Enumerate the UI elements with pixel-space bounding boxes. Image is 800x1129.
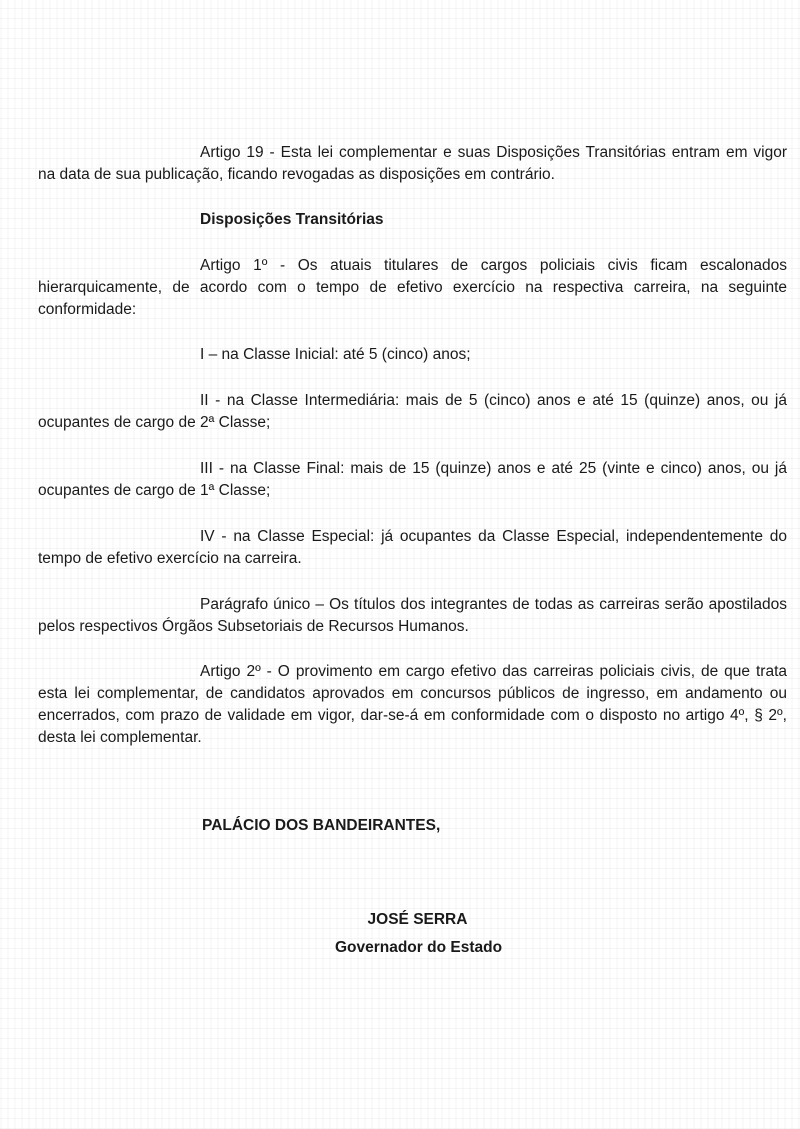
paragrafo-unico: Parágrafo único – Os títulos dos integrantes de todas as carreiras serão apostilados pelos respectivos Órgãos Subsetoriais de Recursos Humanos. (38, 596, 787, 635)
artigo-19-paragraph: Artigo 19 - Esta lei complementar e suas Disposições Transitórias entram em vigor na data de sua publicação, ficando revogadas as disposições em contrário. (38, 144, 787, 183)
artigo-2-paragraph: Artigo 2º - O provimento em cargo efetivo das carreiras policiais civis, de que trata esta lei complementar, de candidatos aprovados em concursos públicos de ingresso, em andamento ou encerrados, com prazo de validade em vigor, dar-se-á em conformidade com o disposto no artigo 4º, § 2º, desta lei complementar. (38, 663, 787, 746)
closing-line: PALÁCIO DOS BANDEIRANTES, (202, 817, 441, 834)
list-item-classe-inicial: I – na Classe Inicial: até 5 (cinco) anos; (200, 346, 471, 363)
signatory-name: JOSÉ SERRA (367, 911, 468, 928)
section-heading: Disposições Transitórias (200, 211, 384, 228)
document-body (38, 142, 787, 960)
list-item-classe-final: III - na Classe Final: mais de 15 (quinze) anos e até 25 (vinte e cinco) anos, ou já ocupantes de cargo de 1ª Classe; (38, 460, 787, 499)
signatory-title: Governador do Estado (334, 939, 503, 956)
list-item-classe-especial: IV - na Classe Especial: já ocupantes da Classe Especial, independentemente do tempo de efetivo exercício na carreira. (38, 528, 787, 567)
artigo-1-paragraph: Artigo 1º - Os atuais titulares de cargos policiais civis ficam escalonados hierarquicamente, de acordo com o tempo de efetivo exercício na respectiva carreira, na seguinte conformidade: (38, 257, 787, 318)
signature-block (38, 908, 787, 960)
list-item-classe-intermediaria: II - na Classe Intermediária: mais de 5 (cinco) anos e até 15 (quinze) anos, ou já ocupantes de cargo de 2ª Classe; (38, 392, 787, 431)
